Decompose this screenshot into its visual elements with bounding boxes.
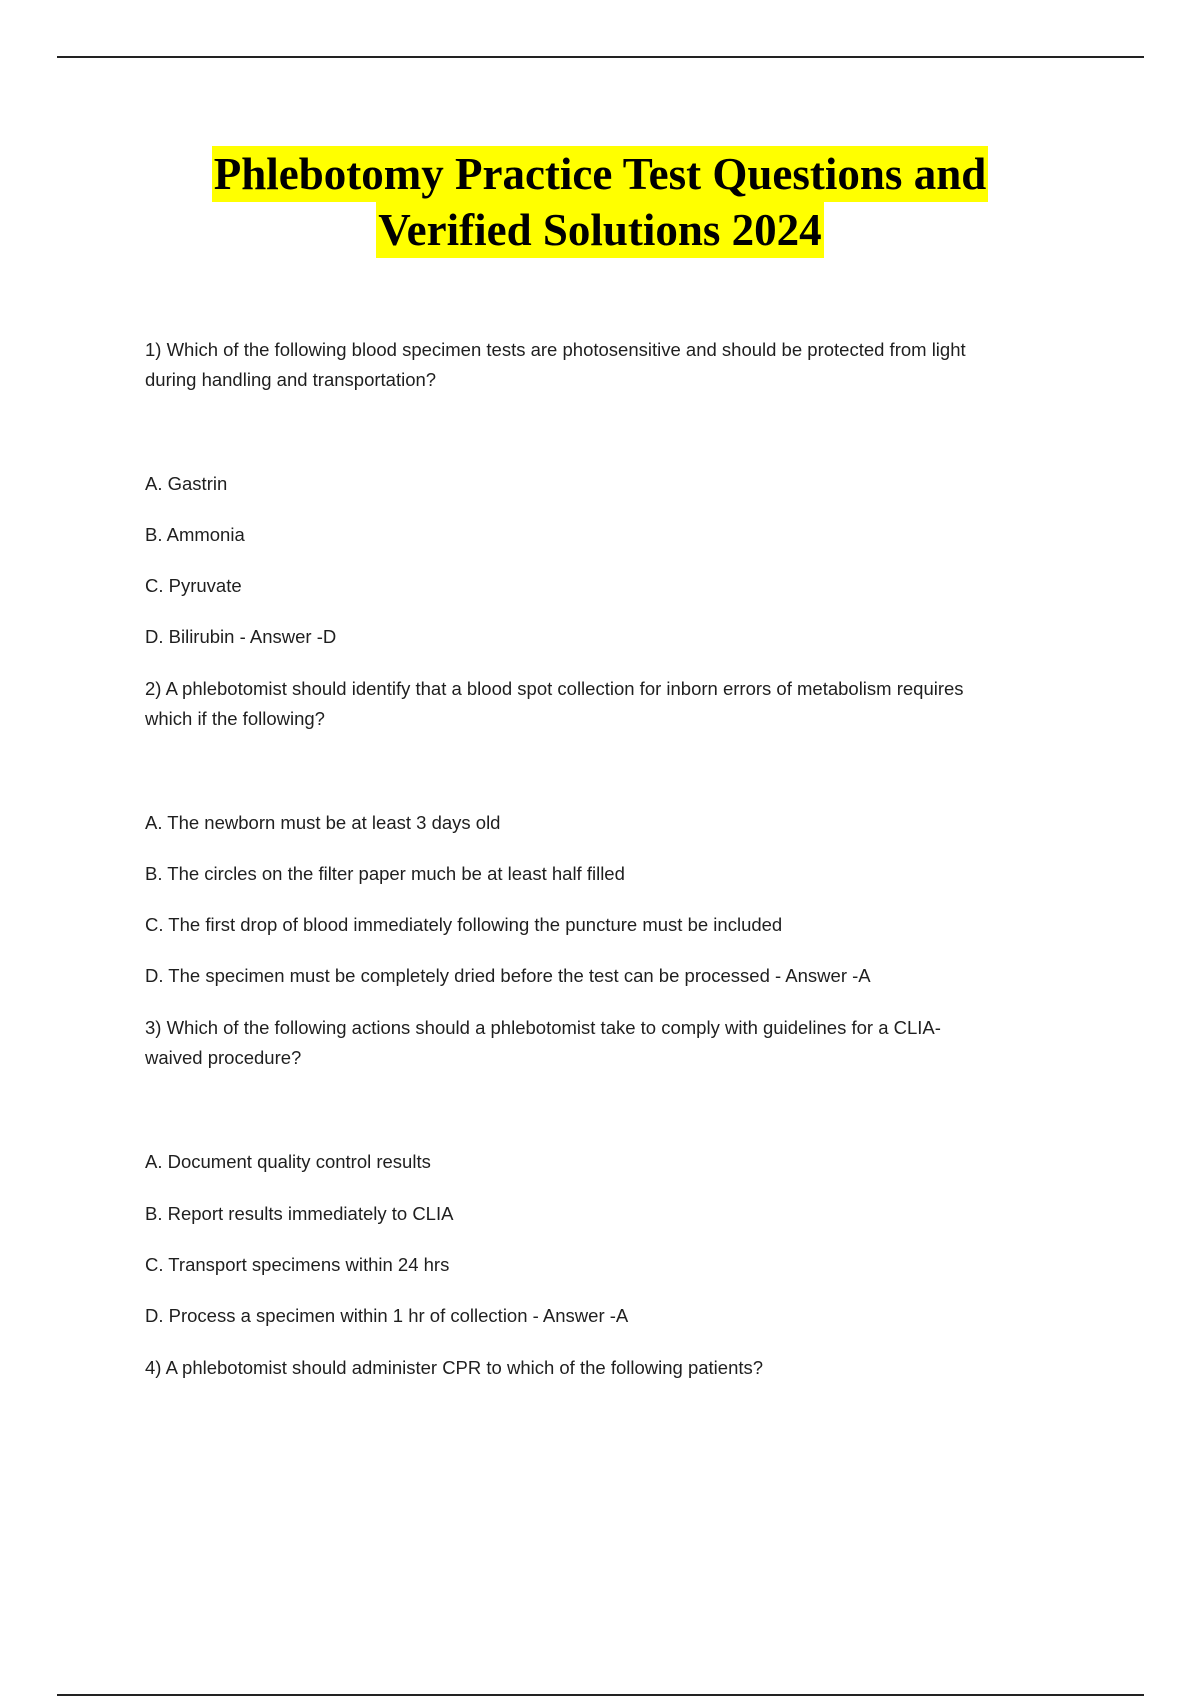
- question-3-option-b: B. Report results immediately to CLIA: [145, 1203, 454, 1224]
- document-title: [0, 146, 1200, 258]
- question-1-option-a: A. Gastrin: [145, 473, 228, 494]
- question-1-option-b: B. Ammonia: [145, 524, 245, 545]
- question-2-stem-line-2: which if the following?: [145, 708, 325, 729]
- question-2-option-b: B. The circles on the filter paper much be at least half filled: [145, 863, 625, 884]
- question-2-option-d: D. The specimen must be completely dried before the test can be processed - Answer -A: [145, 965, 871, 986]
- question-2-option-c: C. The first drop of blood immediately following the puncture must be included: [145, 914, 783, 935]
- question-1-stem: [145, 335, 1085, 395]
- top-rule: [57, 56, 1144, 58]
- question-2-stem: [145, 674, 1085, 734]
- question-3-option-d: D. Process a specimen within 1 hr of collection - Answer -A: [145, 1305, 629, 1326]
- question-4-stem: 4) A phlebotomist should administer CPR to which of the following patients?: [145, 1357, 764, 1378]
- question-1-stem-line-2: during handling and transportation?: [145, 369, 437, 390]
- question-1-option-d: D. Bilirubin - Answer -D: [145, 626, 337, 647]
- bottom-rule: [57, 1694, 1144, 1696]
- question-2-option-a: A. The newborn must be at least 3 days old: [145, 812, 501, 833]
- title-line-1: Phlebotomy Practice Test Questions and: [212, 146, 989, 202]
- question-2-stem-line-1: 2) A phlebotomist should identify that a blood spot collection for inborn errors of metabolism requires: [145, 678, 964, 699]
- question-3-option-c: C. Transport specimens within 24 hrs: [145, 1254, 450, 1275]
- question-3-option-a: A. Document quality control results: [145, 1151, 431, 1172]
- question-1-stem-line-1: 1) Which of the following blood specimen tests are photosensitive and should be protected from light: [145, 339, 966, 360]
- question-3-stem-line-2: waived procedure?: [145, 1047, 302, 1068]
- question-1-option-c: C. Pyruvate: [145, 575, 242, 596]
- question-3-stem: [145, 1013, 1085, 1073]
- question-3-stem-line-1: 3) Which of the following actions should a phlebotomist take to comply with guidelines for a CLIA-: [145, 1017, 941, 1038]
- title-line-2: Verified Solutions 2024: [376, 202, 823, 258]
